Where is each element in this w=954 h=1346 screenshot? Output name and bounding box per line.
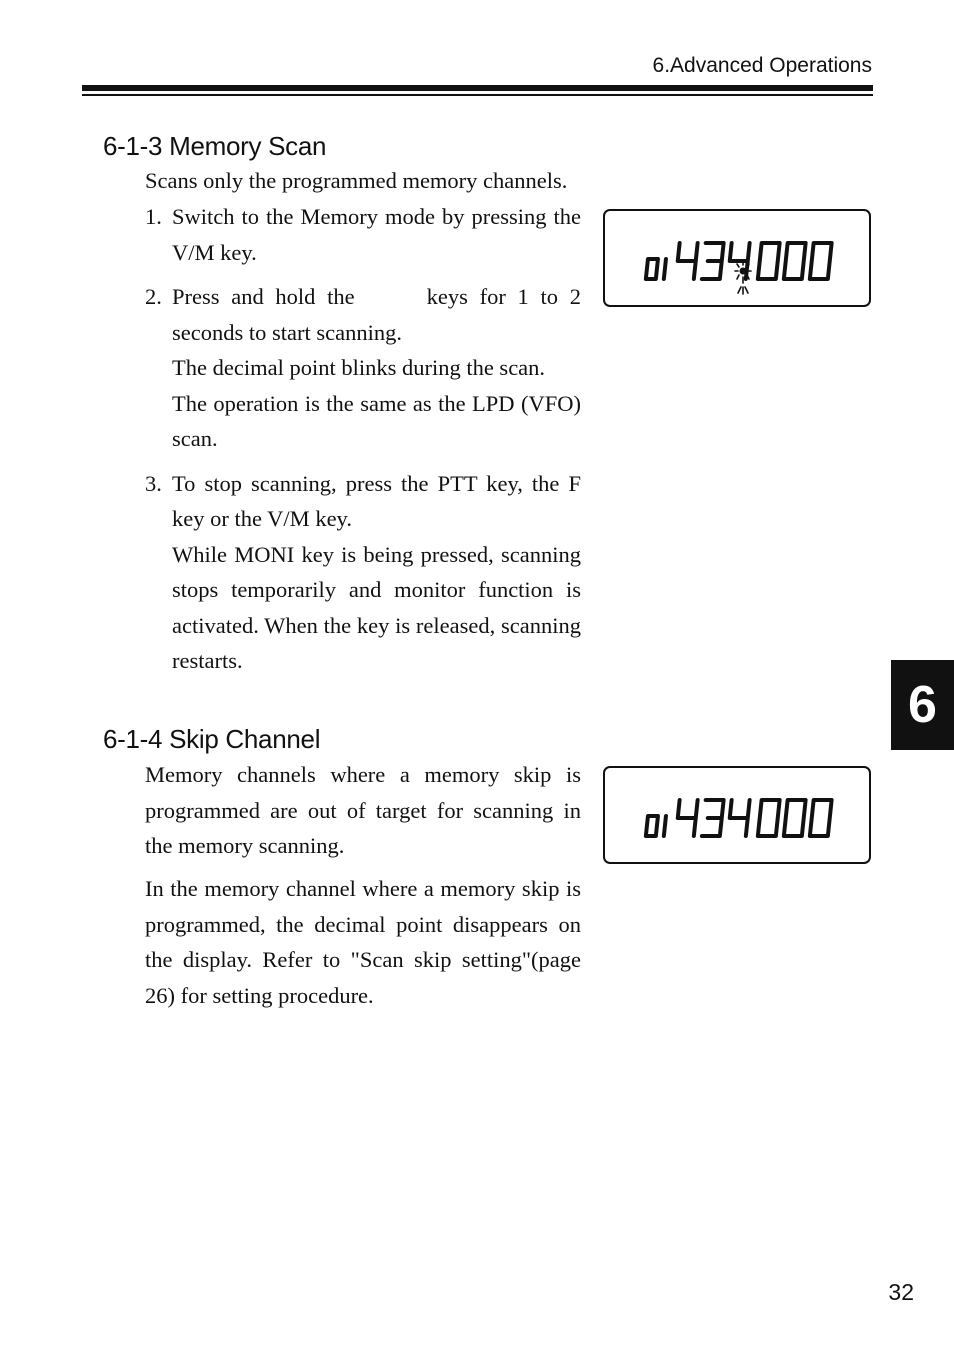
skip-channel-paragraph-1: Memory channels where a memory skip is programmed are out of target for scanning in the memory scanning. (145, 762, 581, 858)
step-text-after: keys for 1 to 2 seconds to start scanning. (172, 284, 581, 345)
lcd-digit-4 (728, 800, 750, 836)
memory-scan-heading: 6-1-3 Memory Scan (103, 131, 327, 161)
lcd-digit-4 (676, 243, 698, 279)
memory-scan-steps (145, 199, 581, 688)
lcd-digit-0 (810, 243, 832, 279)
skip-channel-paragraph-2: In the memory channel where a memory skip is programmed, the decimal point disappears on the display. Refer to "Scan skip setting"(page 26) for setting procedure. (145, 876, 581, 1008)
step-text-before: Press and hold the (172, 284, 355, 309)
lcd-segments (605, 211, 869, 305)
lcd-segments (605, 768, 869, 862)
step-number: 2. (145, 284, 162, 309)
page-number: 32 (888, 1279, 914, 1305)
lcd-digit-4 (728, 243, 750, 279)
blinking-decimal-icon (735, 261, 751, 294)
step-note: The decimal point blinks during the scan. (172, 355, 546, 380)
step-text (172, 279, 581, 350)
step-text: To stop scanning, press the PTT key, the F key or the V/M key. (172, 470, 581, 531)
lcd-display-skip (603, 766, 871, 864)
lcd-digit-0 (758, 243, 780, 279)
step-text: Switch to the Memory mode by pressing the V/M key. (172, 204, 581, 265)
step-note: While MONI key is being pressed, scanning stops temporarily and monitor function is activated. When the key is released, scanning restarts. (172, 541, 581, 673)
lcd-digit-3 (702, 800, 724, 836)
lcd-digit-0 (646, 259, 658, 279)
lcd-digit-4 (676, 800, 698, 836)
memory-scan-intro: Scans only the programmed memory channels. (145, 168, 568, 193)
step-1 (145, 199, 581, 270)
running-header: 6.Advanced Operations (652, 54, 872, 77)
chapter-tab: 6 (891, 660, 954, 750)
lcd-digit-0 (758, 800, 780, 836)
step-number: 1. (145, 204, 162, 229)
lcd-digit-1 (664, 816, 666, 836)
lcd-digit-0 (784, 243, 806, 279)
step-number: 3. (145, 470, 162, 496)
header-rule-thin (82, 94, 873, 96)
lcd-digit-1 (664, 259, 666, 279)
lcd-display-scanning (603, 209, 871, 307)
step-note: The operation is the same as the LPD (VFO) scan. (172, 390, 581, 451)
step-2 (145, 279, 581, 457)
lcd-digit-0 (810, 800, 832, 836)
lcd-digit-0 (646, 816, 658, 836)
lcd-digit-0 (784, 800, 806, 836)
lcd-digit-3 (702, 243, 724, 279)
skip-channel-heading: 6-1-4 Skip Channel (103, 724, 321, 754)
step-3 (145, 466, 581, 679)
header-rule-thick (82, 85, 873, 91)
